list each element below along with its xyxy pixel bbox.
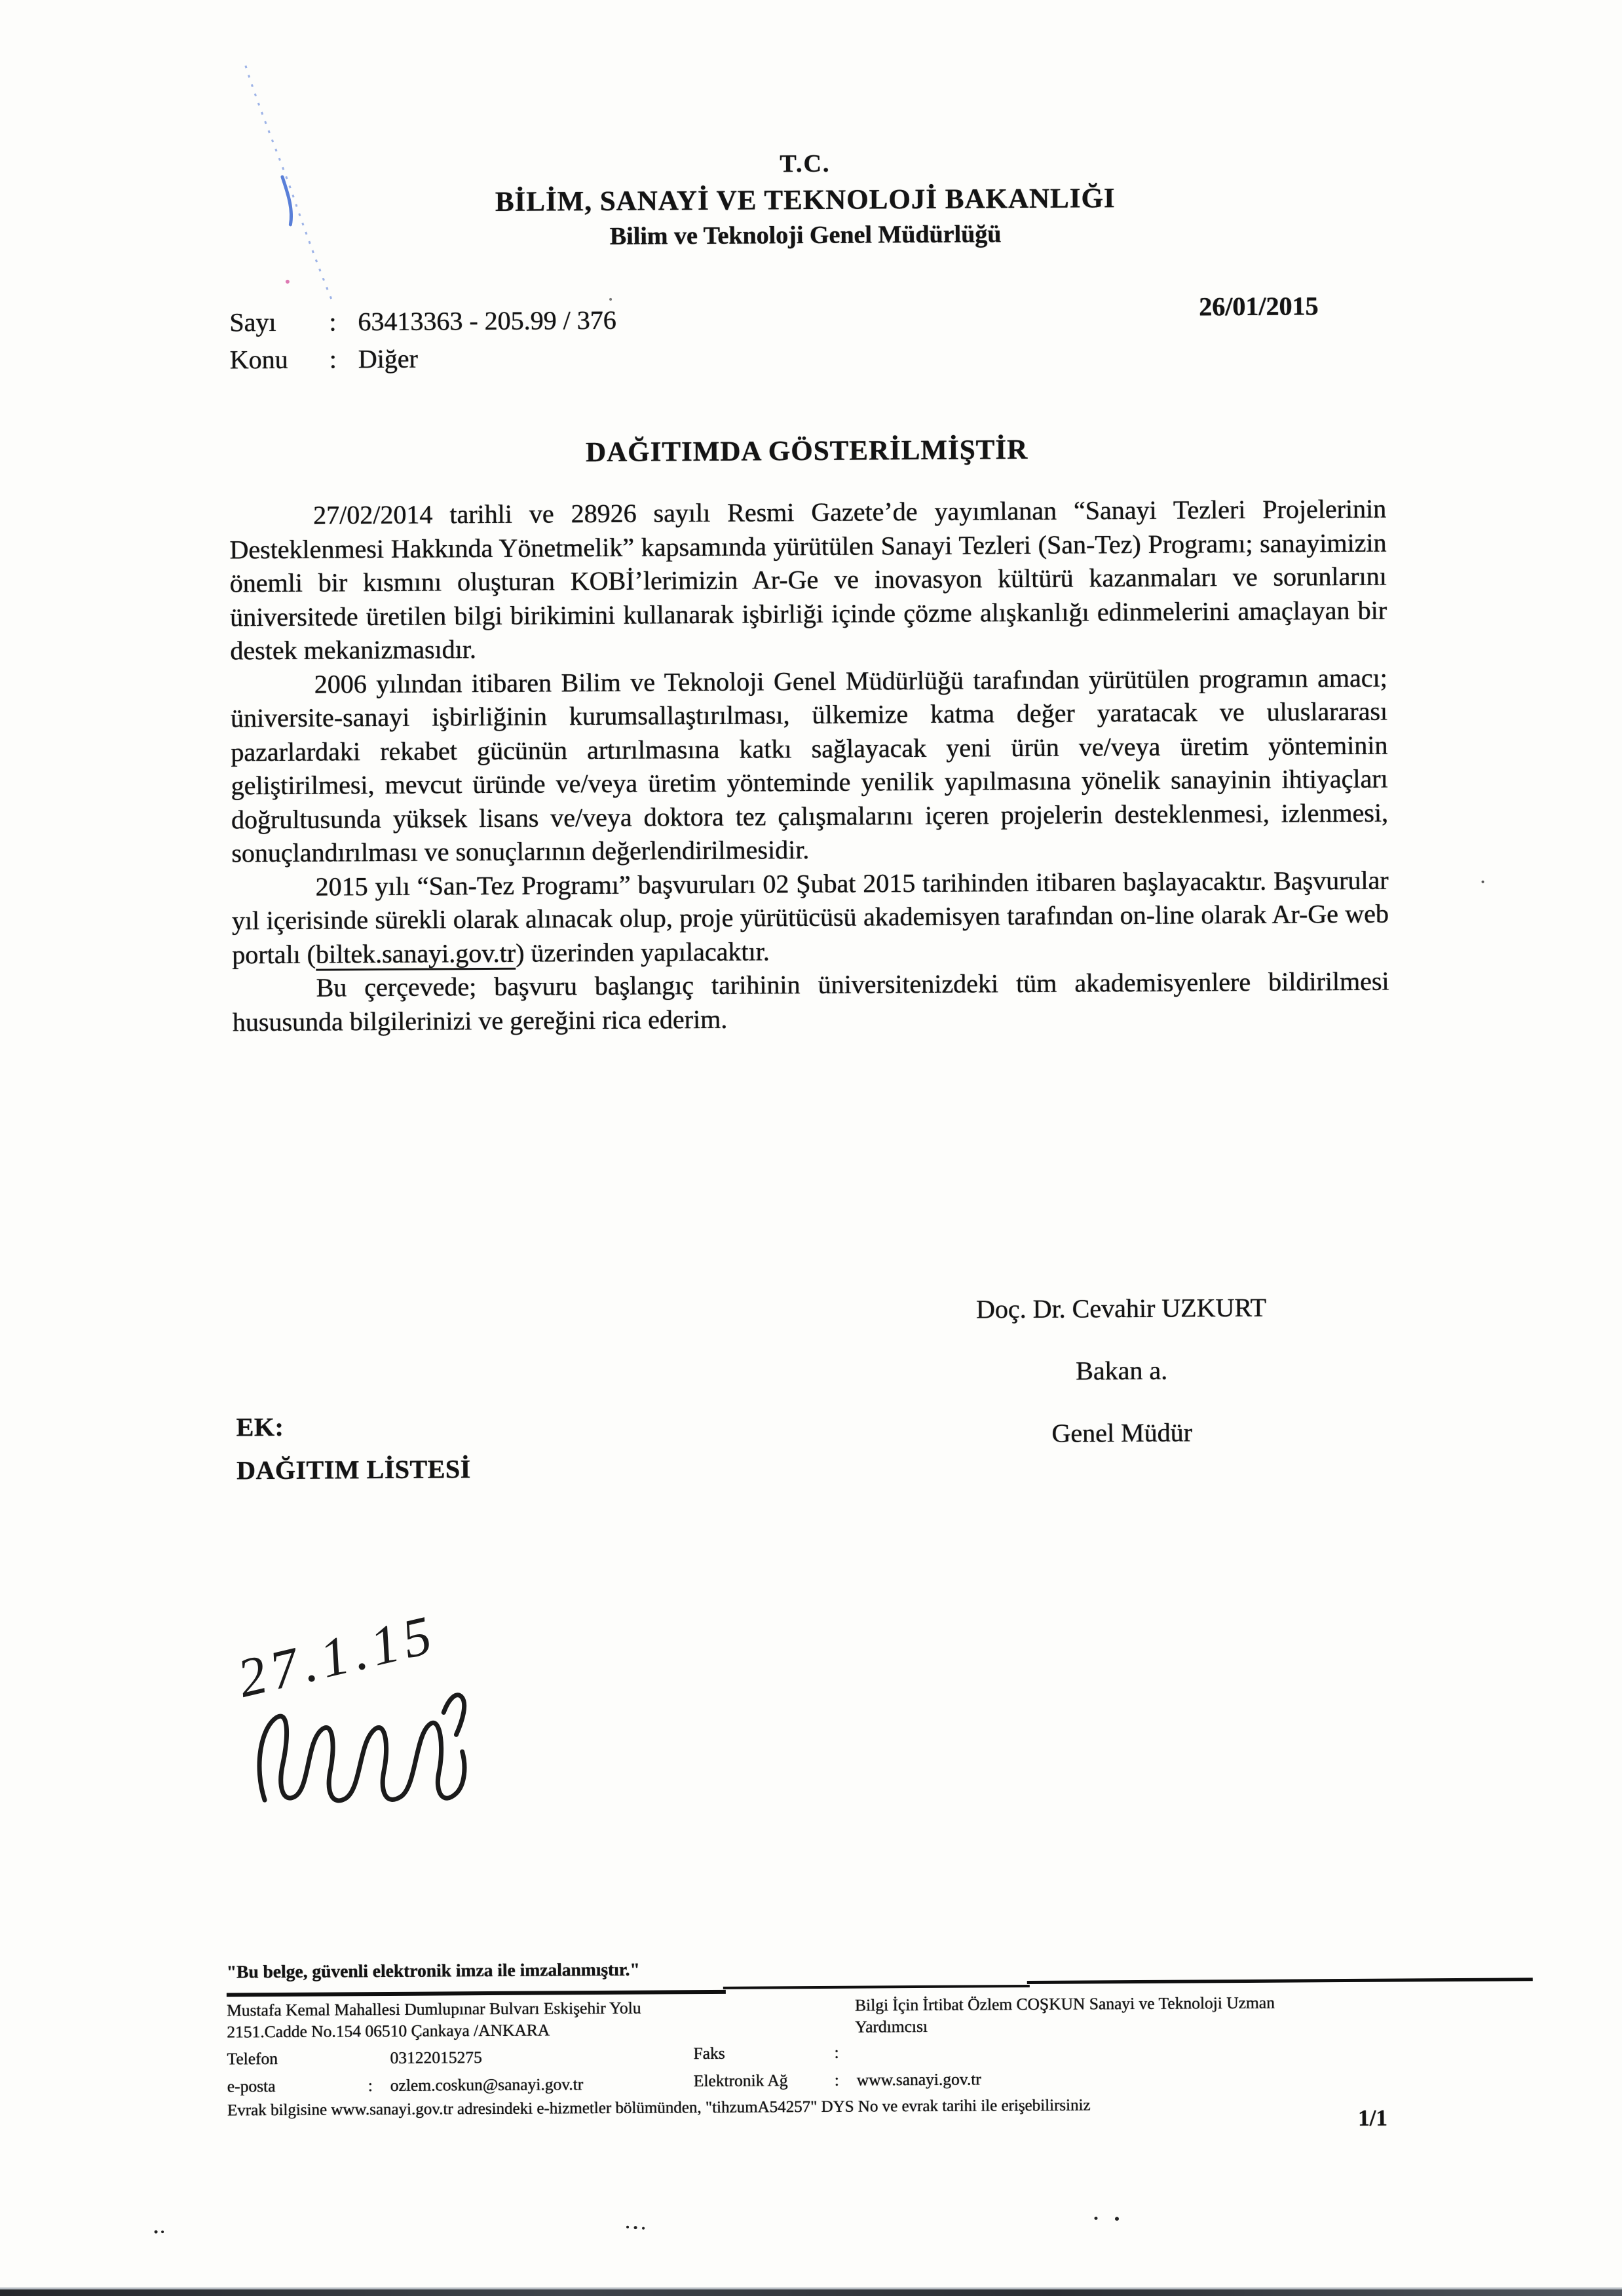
subject-line: DAĞITIMDA GÖSTERİLMİŞTİR <box>585 434 1028 469</box>
ek-label: EK: <box>236 1411 284 1442</box>
footer-phone-row <box>227 2046 481 2069</box>
web-value: www.sanayi.gov.tr <box>856 2069 981 2090</box>
document-meta <box>229 301 616 379</box>
address-line-2: 2151.Cadde No.154 06510 Çankaya /ANKARA <box>227 2020 550 2042</box>
contact-value: Özlem COŞKUN Sanayi ve Teknoloji Uzman Yardımcısı <box>855 1993 1275 2037</box>
signer-title-1: Bakan a. <box>1075 1355 1168 1386</box>
ek-value: DAĞITIM LİSTESİ <box>236 1454 471 1485</box>
paragraph-3-after: ) üzerinden yapılacaktır. <box>515 936 770 968</box>
page-number: 1/1 <box>1357 2105 1387 2131</box>
phone-label: Telefon <box>227 2048 278 2069</box>
footer-fax-row <box>693 2042 856 2065</box>
letter-body <box>229 492 1389 1039</box>
sayi-value: 63413363 - 205.99 / 376 <box>358 305 616 337</box>
letterhead-ministry: BİLİM, SANAYİ VE TEKNOLOJİ BAKANLIĞI <box>495 183 1116 218</box>
signature-block <box>888 1276 1355 1465</box>
phone-colon <box>368 2047 390 2069</box>
footer-contact <box>855 1991 1327 2037</box>
konu-value: Diğer <box>358 343 418 374</box>
handwritten-date-text: 27.1.15 <box>232 1603 443 1710</box>
paragraph-1: 27/02/2014 tarihli ve 28926 sayılı Resmi Gazete’de yayımlanan “Sanayi Tezleri Projelerinin Desteklenmesi Hakkında Yönetmelik” kapsamında yürütülen Sanayi Tezleri (San-Tez) Programı; sanayimizin önemli bir kısmını oluşturan KOBİ’lerimizin Ar-Ge ve inovasyon kültürü kazanmaları ve sorunlarını üniversitede üretilen bilgi birikimini kullanarak işbirliği içinde çözme alışkanlığı edinmelerini amaçlayan bir destek mekanizmasıdır. <box>229 493 1387 666</box>
paragraph-3 <box>231 863 1389 971</box>
portal-link-text: biltek.sanayi.gov.tr <box>316 938 516 970</box>
konu-label: Konu <box>229 344 288 375</box>
letterhead <box>1 145 1610 255</box>
meta-row-konu <box>229 339 616 379</box>
email-label: e-posta <box>227 2076 276 2096</box>
scan-edge <box>0 2289 1622 2296</box>
letterhead-directorate: Bilim ve Teknoloji Genel Müdürlüğü <box>609 220 1002 250</box>
sayi-colon: : <box>329 307 337 337</box>
document-date: 26/01/2015 <box>1199 291 1319 322</box>
footer-dys-note: Evrak bilgisine www.sanayi.gov.tr adresindeki e-hizmetler bölümünden, "tihzumA54257" DYS No ve evrak tarihi ile erişebilirsiniz <box>227 2096 1091 2120</box>
paragraph-4: Bu çerçevede; başvuru başlangıç tarihinin üniversitenizdeki tüm akademisyenlere bildirilmesi hususunda bilgilerinizi ve gereğini rica ederim. <box>232 966 1389 1037</box>
footer-divider-segment <box>1027 1978 1533 1984</box>
footer-address <box>227 1996 816 2042</box>
email-colon: : <box>368 2076 373 2095</box>
contact-label: Bilgi İçin İrtibat <box>854 1995 964 2015</box>
fax-label: Faks <box>693 2043 725 2063</box>
footer-web-row <box>694 2068 981 2092</box>
paragraph-3-before: 2015 yılı “San-Tez Programı” başvuruları 02 Şubat 2015 tarihinden itibaren başlayacaktır. Başvurular yıl içerisinde sürekli olarak alınacak olup, proje yürütücüsü akademisyen tarafından on-line olarak Ar-Ge web portalı ( <box>231 865 1389 969</box>
sayi-label: Sayı <box>229 307 276 337</box>
footer-divider-segment <box>723 1985 1030 1989</box>
web-label: Elektronik Ağ <box>693 2071 788 2091</box>
paragraph-2: 2006 yılından itibaren Bilim ve Teknoloji Genel Müdürlüğü tarafından yürütülen programın amacı; üniversite-sanayi işbirliğinin kurumsallaştırılması, ülkemize katma değer yaratacak ve uluslararası pazarlardaki rekabet gücünün artırılmasına katkı sağlayacak yeni ürün ve/veya üretim yönteminin geliştirilmesi, mevcut üründe ve/veya üretim yönteminde yenilik yapılmasına yönelik sanayinin ihtiyaçları doğrultusunda yüksek lisans ve/veya doktora tez çalışmalarını içeren projelerin desteklenmesi, izlenmesi, sonuçlandırılması ve sonuçlarının değerlendirilmesidir. <box>230 662 1389 868</box>
letterhead-tc: T.C. <box>780 149 831 178</box>
web-colon: : <box>834 2070 839 2090</box>
e-signature-note: "Bu belge, güvenli elektronik imza ile imzalanmıştır." <box>226 1959 640 1982</box>
footer-email-row <box>227 2073 584 2097</box>
email-value: ozlem.coskun@sanayi.gov.tr <box>390 2075 584 2095</box>
meta-row-sayi <box>229 301 616 341</box>
fax-colon: : <box>834 2042 839 2062</box>
handwritten-annotation <box>212 1574 581 1858</box>
signer-name: Doç. Dr. Cevahir UZKURT <box>975 1292 1267 1324</box>
signer-title-2: Genel Müdür <box>1051 1417 1193 1448</box>
footer-divider-segment <box>227 1990 726 1997</box>
konu-colon: : <box>329 344 337 374</box>
signature-scribble <box>259 1695 464 1801</box>
attachment-block <box>236 1404 470 1492</box>
address-line-1: Mustafa Kemal Mahallesi Dumlupınar Bulvarı Eskişehir Yolu <box>226 1998 641 2020</box>
phone-value: 03122015275 <box>390 2048 482 2067</box>
